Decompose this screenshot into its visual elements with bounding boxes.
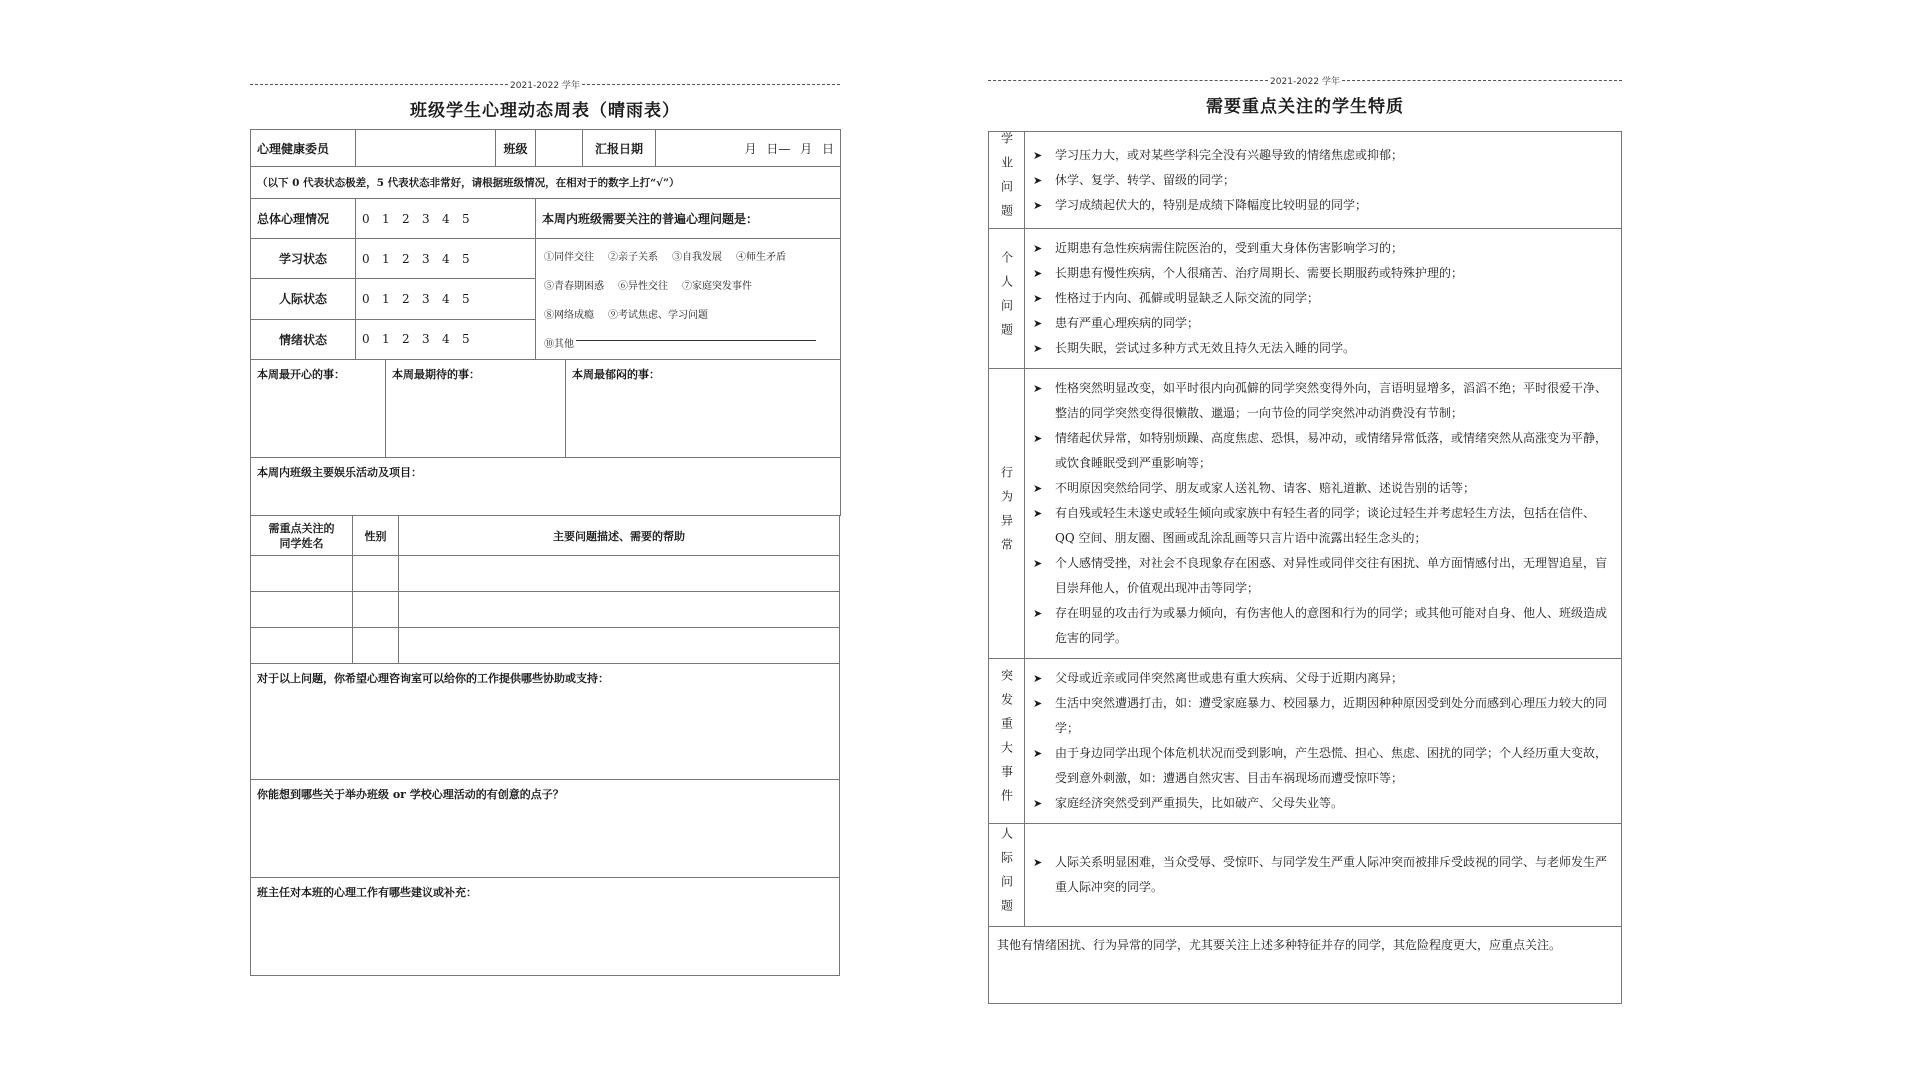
desc-cell[interactable]	[399, 592, 840, 628]
trait-text: 性格突然明显改变，如平时很内向孤僻的同学突然变得外向，言语明显增多，滔滔不绝；平时很爱干净、整洁的同学突然变得很懒散、邋遢；一向节俭的同学突然冲动消费没有节制；	[1055, 381, 1608, 420]
trait-text: 长期患有慢性疾病，个人很痛苦、治疗周期长、需要长期服药或特殊护理的；	[1055, 266, 1464, 280]
scale-option[interactable]: 5	[462, 291, 470, 306]
trait-text: 性格过于内向、孤僻或明显缺乏人际交流的同学；	[1055, 291, 1320, 305]
trait-text: 人际关系明显困难，当众受辱、受惊吓、与同学发生严重人际冲突而被排斥受歧视的同学、与老师发生严重人际冲突的同学。	[1055, 855, 1608, 894]
category-label: 行为异常	[989, 369, 1025, 659]
trait-item	[1033, 236, 1613, 261]
category-label: 个人问题	[989, 229, 1025, 369]
trait-item	[1033, 168, 1613, 193]
gender-cell[interactable]	[353, 628, 399, 664]
trait-item	[1033, 311, 1613, 336]
arrow-bullet-icon: ➤	[1033, 482, 1043, 495]
issue-option[interactable]: ⑧网络成瘾	[544, 310, 594, 321]
trait-item	[1033, 850, 1613, 900]
attention-gender-header: 性别	[353, 516, 399, 556]
rating-label-study: 学习状态	[251, 239, 356, 279]
activities-box[interactable]: 本周内班级主要娱乐活动及项目：	[251, 458, 841, 516]
expect-box[interactable]: 本周最期待的事：	[386, 360, 566, 458]
name-cell[interactable]	[251, 592, 353, 628]
category-items	[1025, 369, 1622, 659]
trait-text: 由于身边同学出现个体危机状况而受到影响，产生恐慌、担心、焦虑、困扰的同学；个人经历重大变故，受到意外刺激，如：遭遇自然灾害、目击车祸现场而遭受惊吓等；	[1055, 746, 1608, 785]
arrow-bullet-icon: ➤	[1033, 607, 1043, 620]
teacher-suggestion-box[interactable]: 班主任对本班的心理工作有哪些建议或补充：	[251, 878, 840, 976]
issue-option[interactable]: ①同伴交往	[544, 252, 594, 263]
arrow-bullet-icon: ➤	[1033, 148, 1043, 162]
traits-title: 需要重点关注的学生特质	[1206, 97, 1404, 117]
trait-item	[1033, 143, 1613, 168]
trait-text: 患有严重心理疾病的同学；	[1055, 316, 1200, 330]
attention-name-header: 需重点关注的同学姓名	[251, 516, 353, 556]
issue-option[interactable]: ⑨考试焦虑、学习问题	[608, 310, 708, 321]
arrow-bullet-icon: ➤	[1033, 242, 1043, 255]
trait-item	[1033, 376, 1613, 426]
rating-scale-social[interactable]	[356, 279, 536, 319]
trait-item	[1033, 666, 1613, 691]
issue-option[interactable]: ⑥异性交往	[618, 281, 668, 292]
arrow-bullet-icon: ➤	[1033, 382, 1043, 395]
committee-input[interactable]	[356, 130, 496, 167]
category-label: 学业问题	[989, 132, 1025, 229]
traits-category-row	[989, 132, 1622, 229]
trait-text: 个人感情受挫，对社会不良现象存在困惑、对异性或同伴交往有困扰、单方面情感付出，无理智追星，盲目崇拜他人，价值观出现冲击等同学；	[1055, 556, 1608, 595]
committee-label: 心理健康委员	[251, 130, 356, 167]
scale-option[interactable]: 1	[382, 332, 390, 347]
arrow-bullet-icon: ➤	[1033, 198, 1043, 212]
traits-category-row	[989, 659, 1622, 824]
attention-table	[250, 515, 840, 976]
report-date-label: 汇报日期	[582, 130, 655, 166]
happy-box[interactable]: 本周最开心的事：	[251, 360, 386, 458]
name-cell[interactable]	[251, 556, 353, 592]
trait-text: 有自残或轻生未遂史或轻生倾向或家族中有轻生者的同学；谈论过轻生并考虑轻生方法，包括在信件、QQ 空间、朋友圈、图画或乱涂乱画等只言片语中流露出轻生念头的；	[1055, 506, 1596, 545]
arrow-bullet-icon: ➤	[1033, 432, 1043, 445]
arrow-bullet-icon: ➤	[1033, 292, 1043, 305]
trait-text: 不明原因突然给同学、朋友或家人送礼物、请客、赔礼道歉、述说告别的话等；	[1055, 481, 1476, 495]
gender-cell[interactable]	[353, 592, 399, 628]
trait-item	[1033, 691, 1613, 741]
issue-option[interactable]: ⑦家庭突发事件	[682, 281, 752, 292]
scale-option[interactable]: 0	[362, 291, 370, 306]
issue-option[interactable]: ③自我发展	[672, 252, 722, 263]
arrow-bullet-icon: ➤	[1033, 747, 1043, 760]
trait-item	[1033, 336, 1613, 361]
other-input-line[interactable]	[576, 330, 816, 341]
trait-item	[1033, 261, 1613, 286]
scale-option[interactable]: 1	[382, 211, 390, 226]
trait-item	[1033, 601, 1613, 651]
arrow-bullet-icon: ➤	[1033, 173, 1043, 187]
arrow-bullet-icon: ➤	[1033, 697, 1043, 710]
trait-item	[1033, 193, 1613, 218]
scale-option[interactable]: 4	[442, 251, 450, 266]
year-label: 2021-2022 学年	[1270, 76, 1340, 87]
trait-item	[1033, 551, 1613, 601]
scale-option[interactable]: 2	[402, 211, 410, 226]
attention-traits-page	[988, 74, 1622, 1004]
arrow-bullet-icon: ➤	[1033, 267, 1043, 280]
issue-option[interactable]: ④师生矛盾	[736, 252, 786, 263]
trait-text: 父母或近亲或同伴突然离世或患有重大疾病、父母于近期内离异；	[1055, 671, 1404, 685]
gender-cell[interactable]	[353, 556, 399, 592]
instruction-text: （以下 0 代表状态极差，5 代表状态非常好，请根据班级情况，在相对于的数字上打“√”）	[251, 167, 841, 199]
trait-text: 家庭经济突然受到严重损失，比如破产、父母失业等。	[1055, 796, 1344, 810]
rating-label-emotion: 情绪状态	[251, 319, 356, 359]
rating-scale-emotion[interactable]	[356, 319, 536, 359]
category-items	[1025, 229, 1622, 369]
depressed-box[interactable]: 本周最郁闷的事：	[566, 360, 841, 458]
scale-option[interactable]: 0	[362, 332, 370, 347]
scale-option[interactable]: 5	[462, 211, 470, 226]
issue-option-other[interactable]: ⑩其他	[544, 339, 574, 350]
traits-category-row	[989, 229, 1622, 369]
trait-text: 学习压力大，或对某些学科完全没有兴趣导致的情绪焦虑或抑郁；	[1055, 147, 1404, 162]
scale-option[interactable]: 0	[362, 251, 370, 266]
category-items	[1025, 659, 1622, 824]
trait-item	[1033, 286, 1613, 311]
trait-text: 休学、复学、转学、留级的同学；	[1055, 172, 1236, 187]
scale-option[interactable]: 4	[442, 332, 450, 347]
trait-item	[1033, 741, 1613, 791]
scale-option[interactable]: 5	[462, 251, 470, 266]
class-label: 班级	[496, 130, 536, 167]
issue-option[interactable]: ⑤青春期困惑	[544, 281, 604, 292]
form-title: 班级学生心理动态周表（晴雨表）	[410, 101, 680, 121]
trait-text: 近期患有急性疾病需住院医治的，受到重大身体伤害影响学习的；	[1055, 241, 1404, 255]
scale-option[interactable]: 3	[422, 211, 430, 226]
category-label: 突发重大事件	[989, 659, 1025, 824]
arrow-bullet-icon: ➤	[1033, 672, 1043, 685]
trait-text: 存在明显的攻击行为或暴力倾向，有伤害他人的意图和行为的同学；或其他可能对自身、他人、班级造成危害的同学。	[1055, 606, 1608, 645]
arrow-bullet-icon: ➤	[1033, 856, 1043, 869]
issues-title: 本周内班级需要关注的普遍心理问题是：	[536, 199, 841, 239]
trait-item	[1033, 501, 1613, 551]
trait-item	[1033, 476, 1613, 501]
traits-category-row	[989, 369, 1622, 659]
report-date-field[interactable]: 月 日— 月 日	[656, 130, 841, 167]
rating-label-overall: 总体心理情况	[251, 199, 356, 239]
weekly-form-table	[250, 129, 841, 516]
year-line	[250, 78, 840, 90]
rating-scale-overall[interactable]	[356, 199, 536, 239]
scale-option[interactable]: 4	[442, 211, 450, 226]
rating-label-social: 人际状态	[251, 279, 356, 319]
traits-footer-note: 其他有情绪困扰、行为异常的同学，尤其要关注上述多种特征并存的同学，其危险程度更大，应重点关注。	[989, 927, 1622, 1004]
issue-option[interactable]: ②亲子关系	[608, 252, 658, 263]
category-label: 人际问题	[989, 824, 1025, 927]
scale-option[interactable]: 0	[362, 211, 370, 226]
trait-text: 长期失眠，尝试过多种方式无效且持久无法入睡的同学。	[1055, 341, 1356, 355]
arrow-bullet-icon: ➤	[1033, 342, 1043, 355]
name-cell[interactable]	[251, 628, 353, 664]
rating-scale-study[interactable]	[356, 239, 536, 279]
traits-category-row	[989, 824, 1622, 927]
ideas-box[interactable]: 你能想到哪些关于举办班级 or 学校心理活动的有创意的点子？	[251, 780, 840, 878]
scale-option[interactable]: 3	[422, 291, 430, 306]
trait-text: 学习成绩起伏大的，特别是成绩下降幅度比较明显的同学；	[1055, 197, 1368, 212]
issues-options	[536, 239, 841, 360]
scale-option[interactable]: 4	[442, 291, 450, 306]
scale-option[interactable]: 2	[402, 332, 410, 347]
trait-item	[1033, 791, 1613, 816]
category-items	[1025, 824, 1622, 927]
traits-table	[988, 131, 1622, 1004]
arrow-bullet-icon: ➤	[1033, 317, 1043, 330]
year-label: 2021-2022 学年	[510, 80, 580, 91]
scale-option[interactable]: 2	[402, 251, 410, 266]
desc-cell[interactable]	[399, 556, 840, 592]
arrow-bullet-icon: ➤	[1033, 507, 1043, 520]
trait-item	[1033, 426, 1613, 476]
attention-desc-header: 主要问题描述、需要的帮助	[399, 516, 840, 556]
desc-cell[interactable]	[399, 628, 840, 664]
category-items	[1025, 132, 1622, 229]
year-line	[988, 74, 1622, 86]
trait-text: 生活中突然遭遇打击，如：遭受家庭暴力、校园暴力，近期因种种原因受到处分而感到心理压力较大的同学；	[1055, 696, 1608, 735]
scale-option[interactable]: 1	[382, 251, 390, 266]
class-input[interactable]	[536, 130, 656, 167]
scale-option[interactable]: 3	[422, 251, 430, 266]
scale-option[interactable]: 5	[462, 332, 470, 347]
arrow-bullet-icon: ➤	[1033, 797, 1043, 810]
scale-option[interactable]: 3	[422, 332, 430, 347]
trait-text: 情绪起伏异常，如特别烦躁、高度焦虑、恐惧，易冲动，或情绪异常低落，或情绪突然从高涨变为平静，或饮食睡眠受到严重影响等；	[1055, 431, 1608, 470]
scale-option[interactable]: 2	[402, 291, 410, 306]
weekly-form-page	[250, 78, 840, 976]
scale-option[interactable]: 1	[382, 291, 390, 306]
support-box[interactable]: 对于以上问题，你希望心理咨询室可以给你的工作提供哪些协助或支持：	[251, 664, 840, 780]
arrow-bullet-icon: ➤	[1033, 557, 1043, 570]
